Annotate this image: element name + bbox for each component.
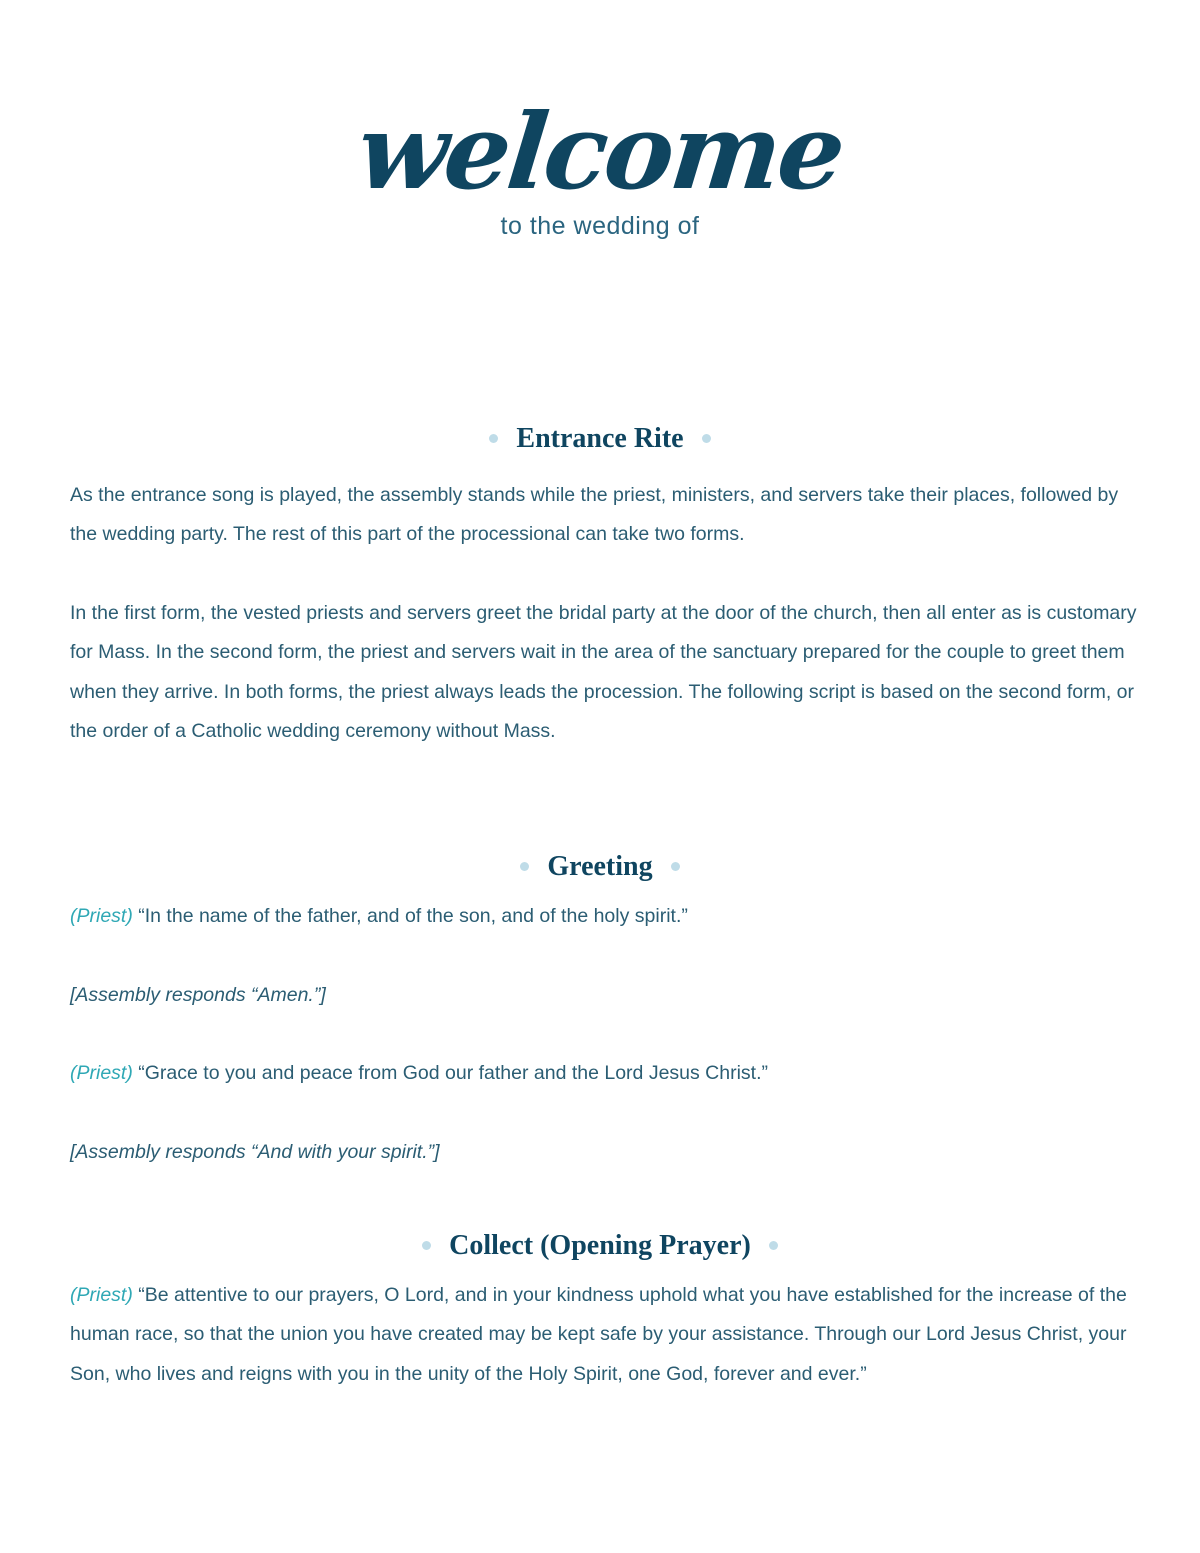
- collect-prayer-paragraph: [70, 1276, 1140, 1394]
- section-heading-collect: [0, 1226, 1200, 1266]
- welcome-header: [0, 92, 1200, 241]
- priest-line-text: “In the name of the father, and of the son, and of the holy spirit.”: [132, 905, 688, 927]
- dot-ornament-icon: [489, 434, 498, 443]
- assembly-response-1: [Assembly responds “Amen.”]: [70, 984, 326, 1006]
- greeting-priest-line-1: [70, 897, 1140, 936]
- welcome-title: welcome: [352, 90, 849, 213]
- dot-ornament-icon: [702, 434, 711, 443]
- entrance-rite-heading-text: Entrance Rite: [516, 423, 684, 454]
- dot-ornament-icon: [422, 1241, 431, 1250]
- entrance-rite-paragraph-1: As the entrance song is played, the assembly stands while the priest, ministers, and servers take their places, followed by the wedding party. The rest of this part of the processional can take two forms.: [70, 484, 1119, 546]
- collect-heading-text: Collect (Opening Prayer): [449, 1230, 751, 1261]
- collect-prayer-text: “Be attentive to our prayers, O Lord, and in your kindness uphold what you have established for the increase of the human race, so that the union you have created may be kept safe by your assistance. Through our Lord Jesus Christ, your Son, who lives and reigns with you in the unity of the Holy Spirit, one God, forever and ever.”: [70, 1284, 1127, 1385]
- greeting-priest-line-2: [70, 1054, 1140, 1093]
- entrance-rite-paragraph-2: In the first form, the vested priests and servers greet the bridal party at the door of the church, then all enter as is customary for Mass. In the second form, the priest and servers wait in the area of the sanctuary prepared for the couple to greet them when they arrive. In both forms, the priest always leads the procession. The following script is based on the second form, or the order of a Catholic wedding ceremony without Mass.: [70, 602, 1137, 742]
- speaker-label: (Priest): [70, 905, 133, 927]
- dot-ornament-icon: [769, 1241, 778, 1250]
- greeting-heading-text: Greeting: [547, 851, 653, 882]
- welcome-subtitle: to the wedding of: [500, 212, 700, 240]
- priest-line-text: “Grace to you and peace from God our father and the Lord Jesus Christ.”: [132, 1062, 769, 1084]
- section-heading-greeting: [0, 847, 1200, 887]
- speaker-label: (Priest): [70, 1062, 133, 1084]
- speaker-label: (Priest): [70, 1284, 133, 1306]
- dot-ornament-icon: [520, 862, 529, 871]
- assembly-response-2: [Assembly responds “And with your spirit.”]: [70, 1141, 440, 1163]
- section-heading-entrance-rite: [0, 419, 1200, 459]
- dot-ornament-icon: [671, 862, 680, 871]
